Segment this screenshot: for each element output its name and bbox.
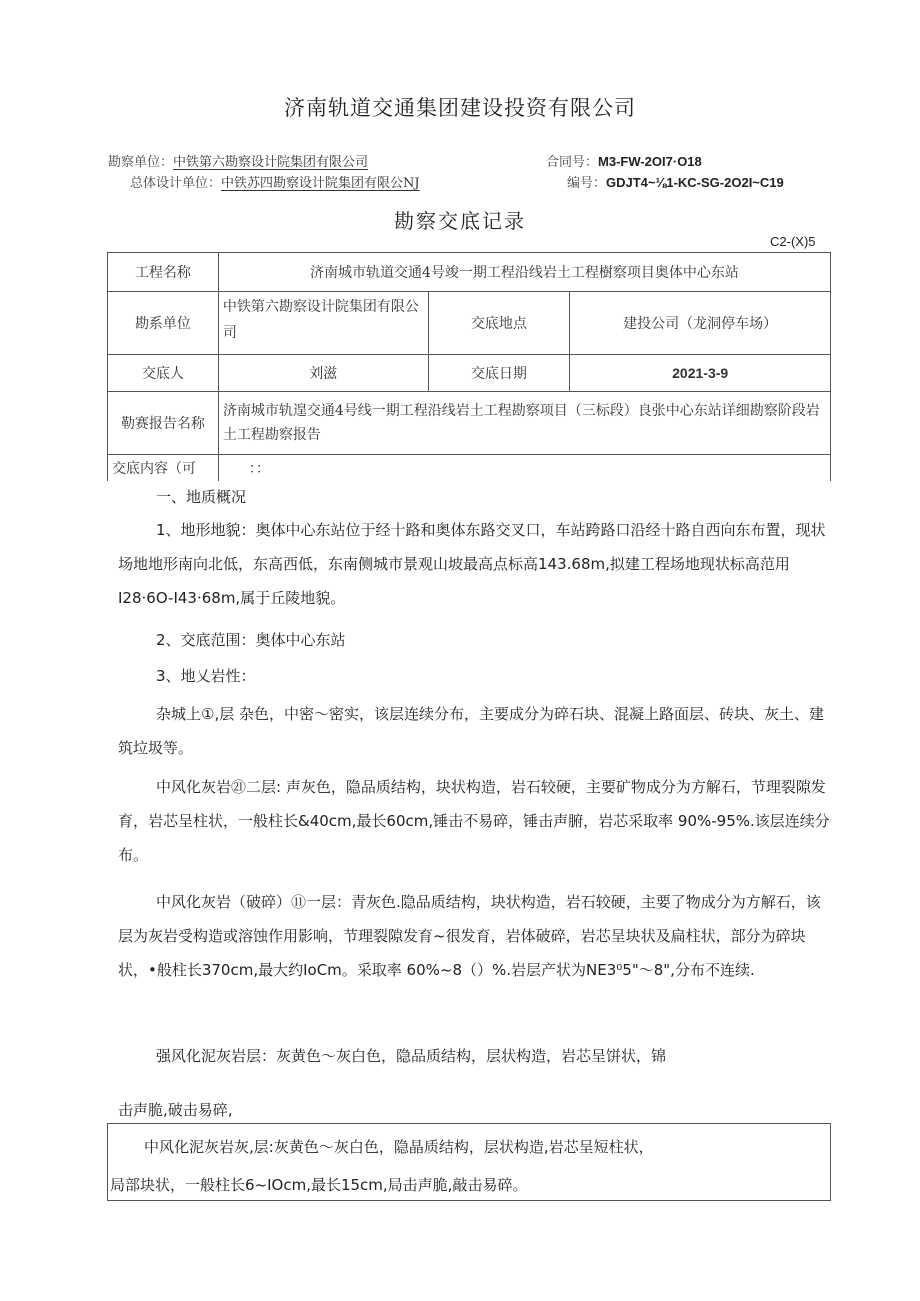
table-row [108,392,831,455]
survey-unit-value: 中铁第六勘察设计院集团有限公司 [173,155,369,170]
survey-unit-cell-value: 中铁第六勘察设计院集团有限公司 [218,292,428,355]
record-title: 勘察交底记录 [394,209,526,233]
boxed-line2: 局部块状，一般柱长6~IOcm,最长15cm,局击声脆,敲击易碎。 [110,1176,528,1194]
design-unit-line [130,172,420,191]
table-row [108,455,831,481]
layer2-paragraph: 中风化灰岩㉑二层: 声灰色，隐品质结构，块状构造，岩石较硬，主要矿物成分为方解石，节理裂隙发育，岩芯呈柱状，一般柱长&40cm,最长60cm,锤击不易碎，锤击声腑，岩芯采取率 90%-95%.该层连续分布。 [118,778,830,864]
contract-value: M3-FW-2OI7·O18 [598,154,702,169]
content-label: 交底内容（可 [108,455,219,481]
terrain-paragraph: 1、地形地貌：奥体中心东站位于经十路和奥体东路交叉口，车站跨路口沿经十路自西向东布置，现状场地地形南向北低，东高西低，东南侧城市景观山坡最高点标高143.68m,拟建工程场地现状标高范用I28·6O-I43·68m,属于丘陵地貌。 [118,521,826,607]
contract-label: 合同号： [546,155,599,170]
design-unit-label: 总体设计单位： [130,176,222,191]
person-label: 交底人 [108,355,219,392]
project-name-label: 工程名称 [108,253,219,292]
number-value: GDJT4~⅛1-KC-SG-2O2I~C19 [606,175,784,190]
table-row [108,292,831,355]
location-value: 建投公司（龙洞停车场） [570,292,831,355]
report-label: 勒赛报告名称 [108,392,219,455]
table-row [108,253,831,292]
number-label: 编号： [567,176,607,191]
section-title: 一、地质概况 [156,488,247,506]
date-value: 2021-3-9 [570,355,831,392]
number-line [567,172,784,191]
layer1-paragraph: 杂城上①,层 杂色，中密～密实，该层连续分布，主要成分为碎石块、混凝上路面层、砖块、灰土、建筑垃圾等。 [118,705,824,757]
contract-line [546,151,702,170]
survey-unit-line [108,151,368,170]
table-row [108,355,831,392]
record-table [107,252,831,481]
boxed-line1: 中风化泥灰岩灰,层:灰黄色～灰白色，隐晶质结构，层状构造,岩芯呈短柱状， [144,1138,654,1156]
design-unit-value: 中铁苏四勘察设计院集团有限公NJ [221,176,420,191]
scope-paragraph: 2、交底范围：奥体中心东站 [156,631,346,649]
rock-heading: 3、地乂岩性： [156,667,256,685]
company-title: 济南轨道交通集团建设投资有限公司 [284,96,636,120]
layer4-line1: 强风化泥灰岩层：灰黄色～灰白色，隐品质结构，层状构造，岩芯呈饼状，锦 [156,1047,667,1065]
boxed-paragraph [107,1123,831,1201]
layer4-line2: 击声脆,破击易碎, [118,1101,233,1119]
content-value: ：： [218,455,830,481]
layer3-paragraph: 中风化灰岩（破碎）⑪一层：青灰色.隐品质结构，块状构造，岩石较硬，主要了物成分为方解石，该层为灰岩受构造或溶蚀作用影响，节理裂隙发育~很发育，岩体破碎，岩芯呈块状及扁柱状，部分为碎块状，•般柱长370cm,最大约IoCm。采取率 60%~8（）%.岩层产状为NE3⁰5"～8",分布不连续. [118,893,821,979]
project-name-value: 济南城市轨道交通4号竣一期工程沿线岩土工程樹察项目奥体中心东站 [218,253,830,292]
date-label: 交底日期 [428,355,570,392]
form-code: C2-(X)5 [770,234,816,249]
person-value: 刘滋 [218,355,428,392]
report-value: 济南城市轨遑交通4号线一期工程沿线岩土工程勘察项目（三标段）良张中心东站详细勘察阶段岩土工程勘察报告 [218,392,830,455]
location-label: 交底地点 [428,292,570,355]
survey-unit-cell-label: 勘系单位 [108,292,219,355]
survey-unit-label: 勘察单位： [108,155,174,170]
